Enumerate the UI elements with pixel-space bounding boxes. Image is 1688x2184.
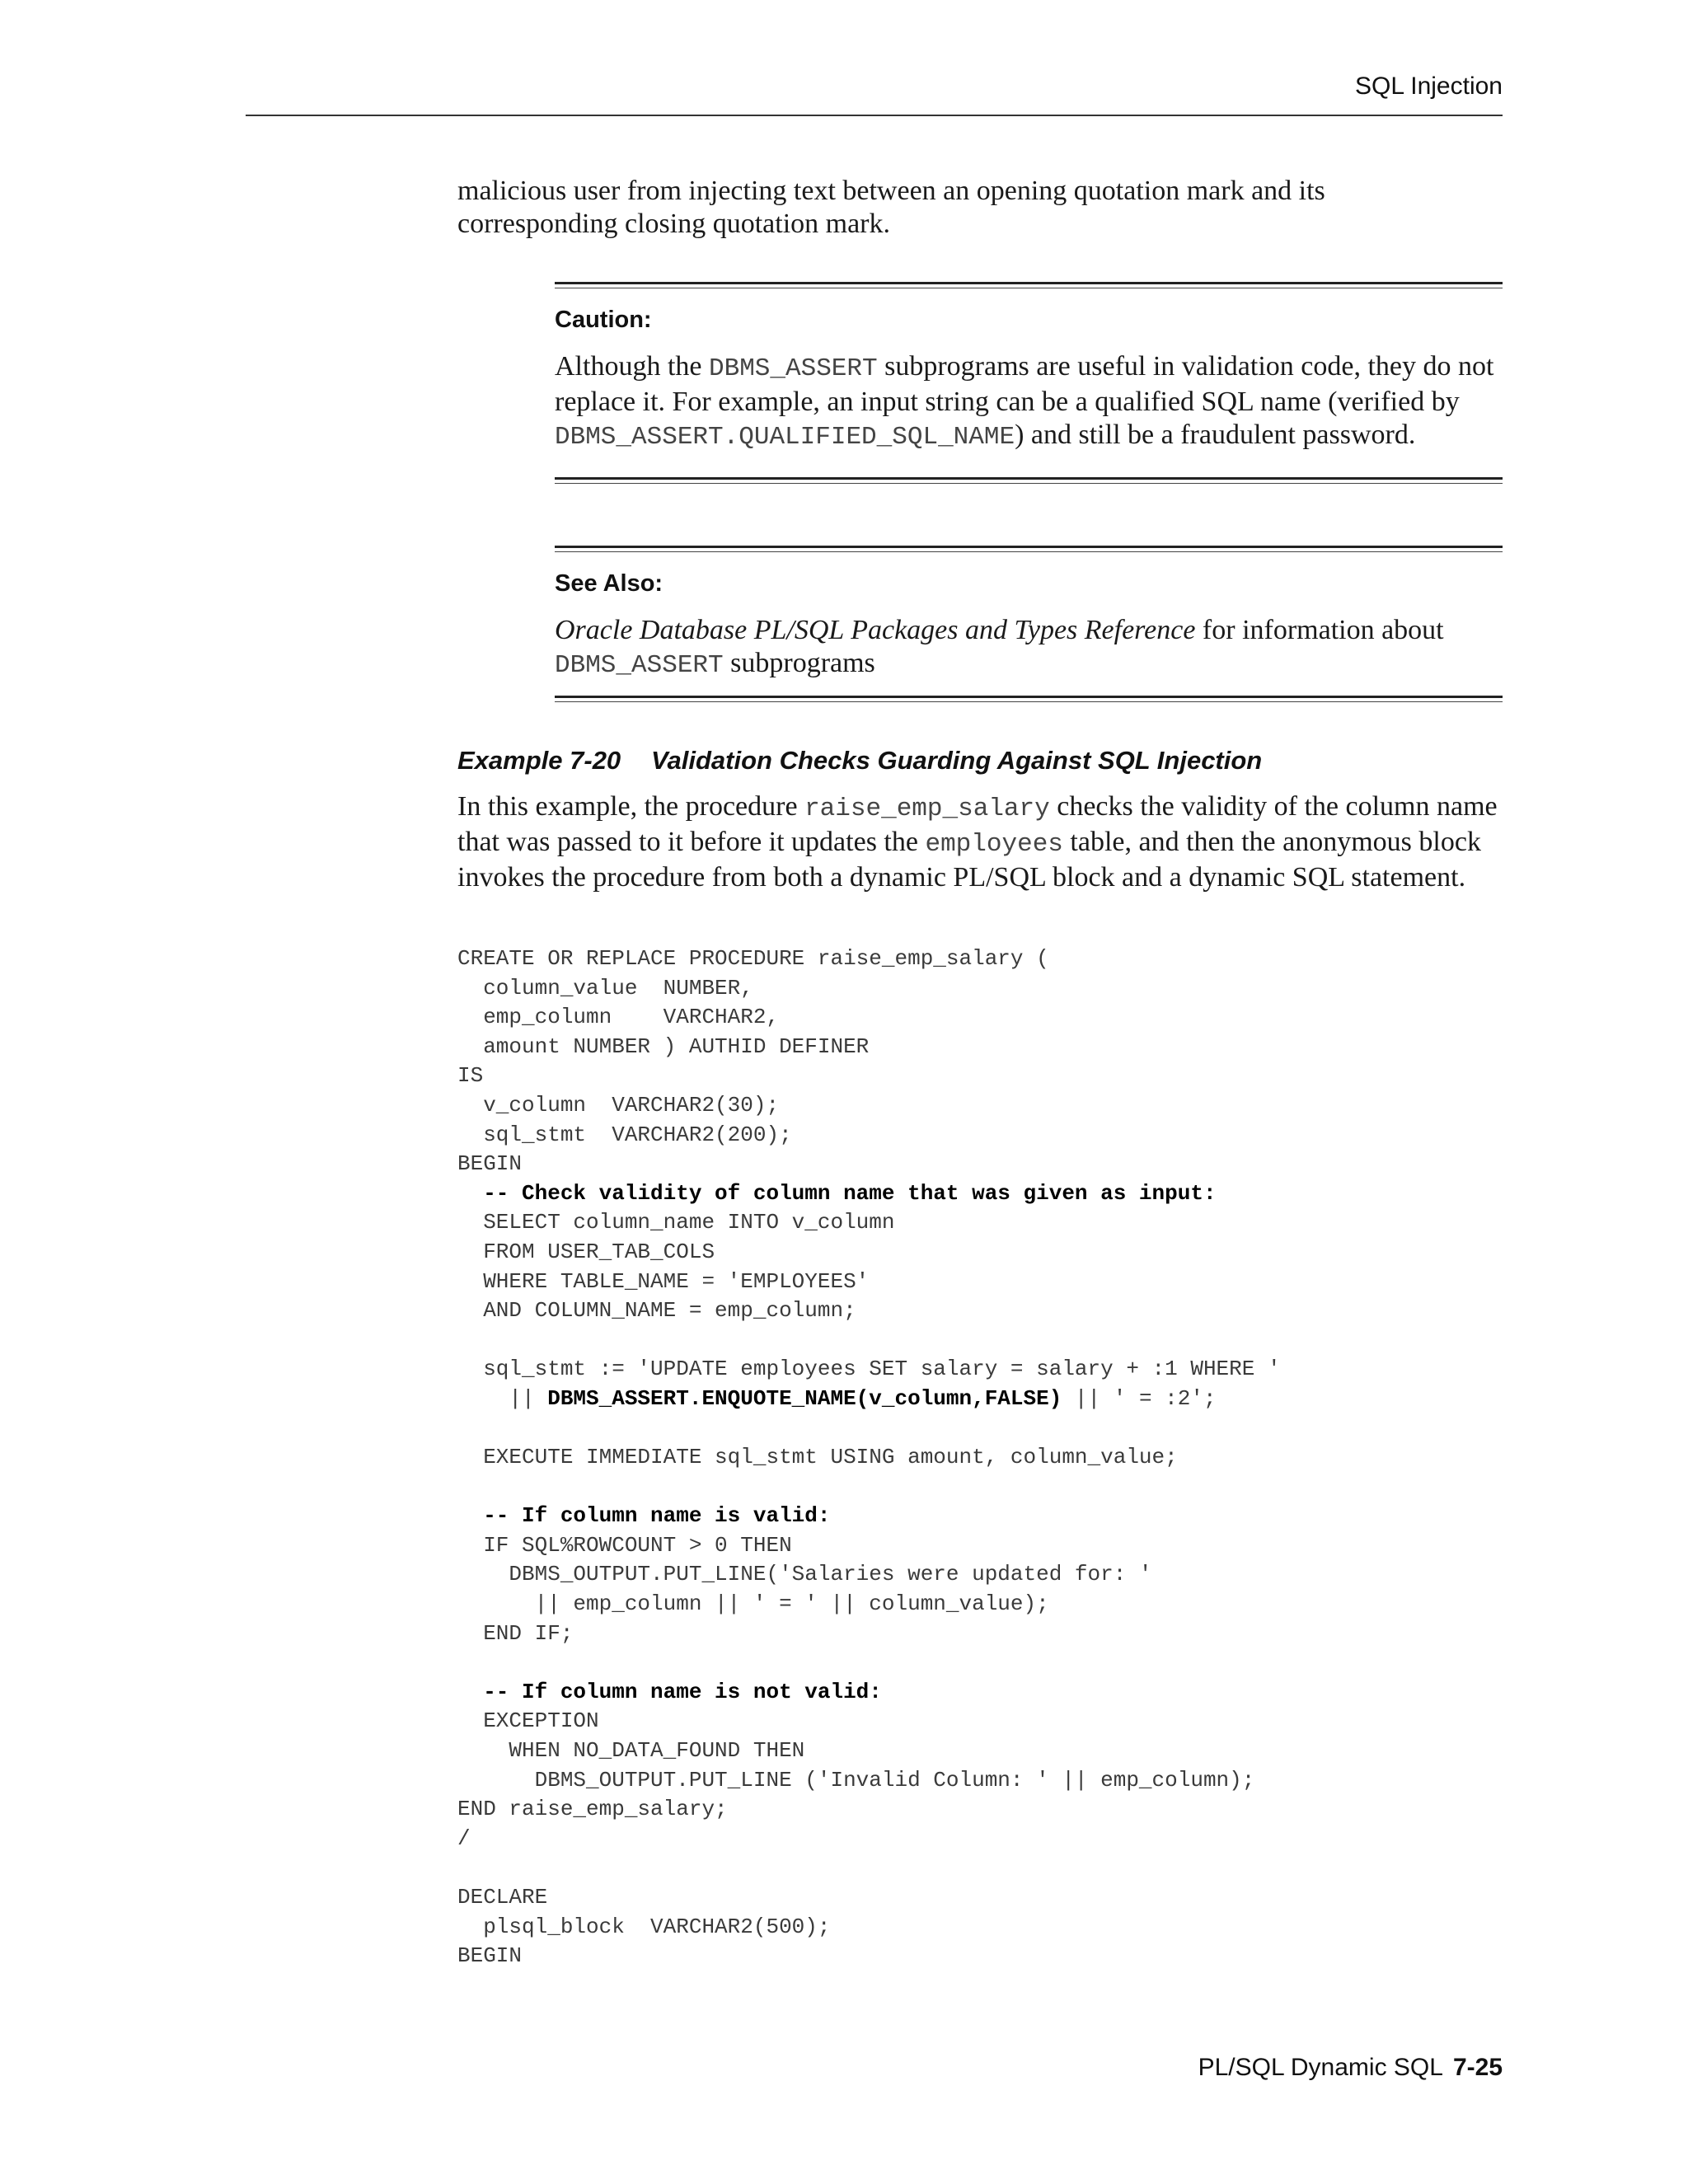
code-line: DBMS_OUTPUT.PUT_LINE ('Invalid Column: ' || emp_column); — [457, 1767, 1255, 1793]
see-also-code: DBMS_ASSERT — [555, 651, 724, 680]
code-line: || ' = :2'; — [1062, 1385, 1217, 1411]
see-also-reference-link[interactable]: Oracle Database PL/SQL Packages and Types Reference — [555, 615, 1196, 645]
example-title: Validation Checks Guarding Against SQL Injection — [651, 746, 1263, 775]
code-line: EXCEPTION — [457, 1708, 599, 1734]
footer-chapter-title: PL/SQL Dynamic SQL — [1198, 2054, 1443, 2081]
caution-body — [555, 350, 1503, 454]
caution-text-2: subprograms are useful in validation code, they do not replace it. For example, an input string can be a qualified SQL name (verified by — [555, 351, 1494, 417]
code-line: WHERE TABLE_NAME = 'EMPLOYEES' — [457, 1268, 870, 1294]
example-number: Example 7-20 — [457, 746, 621, 775]
example-desc-code-2: employees — [925, 830, 1063, 859]
see-also-top-rule — [555, 546, 1503, 552]
caution-code-2: DBMS_ASSERT.QUALIFIED_SQL_NAME — [555, 423, 1015, 452]
code-comment: -- Check validity of column name that was given as input: — [457, 1180, 1217, 1206]
see-also-note — [555, 546, 1503, 702]
caution-top-rule — [555, 282, 1503, 288]
example-description-text — [457, 790, 1503, 894]
example-desc-text-3: table, and then the anonymous block invokes the procedure from both a dynamic PL/SQL block and a dynamic SQL statement. — [457, 827, 1481, 893]
running-header-title: SQL Injection — [1355, 73, 1503, 100]
example-desc-text-2: checks the validity of the column name that was passed to it before it updates the — [457, 791, 1498, 857]
code-line: IS — [457, 1063, 484, 1089]
code-line: AND COLUMN_NAME = emp_column; — [457, 1298, 856, 1324]
caution-note — [555, 282, 1503, 484]
code-line: sql_stmt := 'UPDATE employees SET salary = salary + :1 WHERE ' — [457, 1357, 1281, 1382]
see-also-text-2: subprograms — [723, 648, 875, 678]
caution-text-3: ) and still be a fraudulent password. — [1015, 419, 1416, 450]
see-also-bottom-rule — [555, 696, 1503, 702]
example-description — [457, 790, 1503, 894]
code-line: END raise_emp_salary; — [457, 1797, 728, 1822]
code-line: CREATE OR REPLACE PROCEDURE raise_emp_salary ( — [457, 946, 1049, 971]
code-line: plsql_block VARCHAR2(500); — [457, 1914, 831, 1939]
caution-title: Caution: — [555, 307, 652, 333]
code-line: BEGIN — [457, 1943, 523, 1969]
code-line: BEGIN — [457, 1151, 523, 1177]
caution-bottom-rule — [555, 477, 1503, 484]
code-highlight: DBMS_ASSERT.ENQUOTE_NAME(v_column,FALSE) — [547, 1385, 1062, 1411]
page-footer — [1198, 2054, 1503, 2082]
intro-line-1: malicious user from injecting text between an opening quotation mark and its — [457, 176, 1325, 206]
code-line: SELECT column_name INTO v_column — [457, 1210, 895, 1235]
code-line: END IF; — [457, 1620, 574, 1646]
code-line: / — [457, 1825, 471, 1851]
code-line: || emp_column || ' = ' || column_value); — [457, 1591, 1049, 1617]
code-line: EXECUTE IMMEDIATE sql_stmt USING amount, column_value; — [457, 1445, 1178, 1470]
see-also-text-1: for information about — [1195, 615, 1444, 645]
intro-paragraph — [457, 175, 1503, 241]
code-line: v_column VARCHAR2(30); — [457, 1092, 780, 1118]
caution-text-1: Although the — [555, 351, 709, 382]
code-line: amount NUMBER ) AUTHID DEFINER — [457, 1033, 870, 1059]
code-line: sql_stmt VARCHAR2(200); — [457, 1122, 792, 1147]
code-line: IF SQL%ROWCOUNT > 0 THEN — [457, 1532, 792, 1558]
example-desc-code-1: raise_emp_salary — [804, 794, 1050, 823]
code-line: DBMS_OUTPUT.PUT_LINE('Salaries were updated for: ' — [457, 1562, 1152, 1587]
intro-line-2: corresponding closing quotation mark. — [457, 209, 891, 239]
header-rule — [246, 115, 1503, 116]
example-heading — [457, 746, 1262, 776]
code-line: FROM USER_TAB_COLS — [457, 1239, 715, 1264]
footer-page-number: 7-25 — [1452, 2054, 1503, 2081]
see-also-title: See Also: — [555, 570, 663, 597]
code-line: DECLARE — [457, 1885, 548, 1910]
code-listing — [457, 944, 1281, 1971]
code-comment: -- If column name is valid: — [457, 1503, 831, 1529]
see-also-body — [555, 614, 1503, 682]
code-line: WHEN NO_DATA_FOUND THEN — [457, 1738, 805, 1764]
code-line: column_value NUMBER, — [457, 975, 753, 1001]
caution-code-1: DBMS_ASSERT — [708, 354, 878, 383]
example-desc-text-1: In this example, the procedure — [457, 791, 805, 822]
code-line: emp_column VARCHAR2, — [457, 1005, 780, 1030]
code-comment: -- If column name is not valid: — [457, 1679, 882, 1704]
code-line: || — [457, 1385, 548, 1411]
